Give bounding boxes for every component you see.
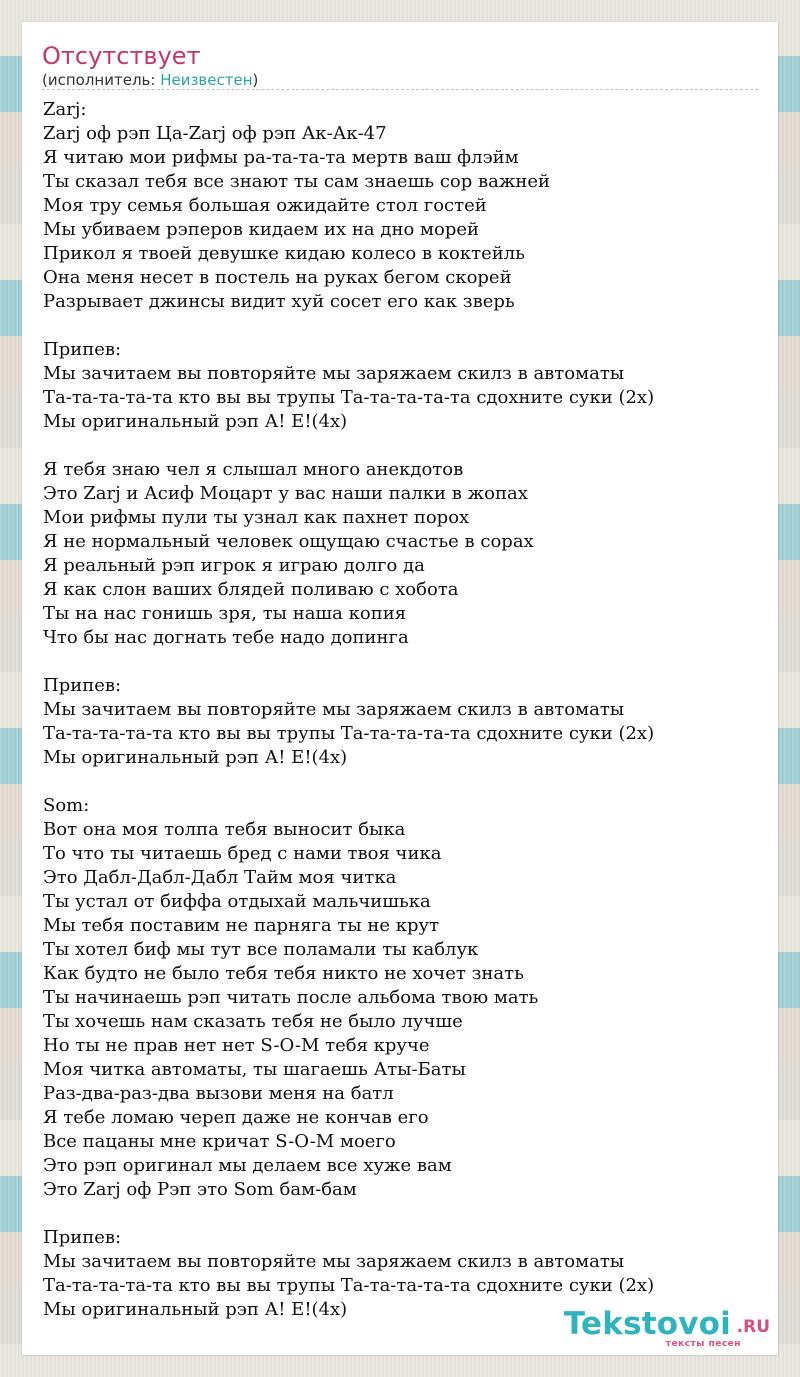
lyric-line: Что бы нас догнать тебе надо допинга xyxy=(43,627,409,648)
lyric-line: Но ты не прав нет нет S-O-M тебя круче xyxy=(43,1035,430,1056)
lyric-line: Мы зачитаем вы повторяйте мы заряжаем скилз в автоматы xyxy=(43,363,625,384)
lyric-line: Моя тру семья большая ожидайте стол гостей xyxy=(43,195,487,216)
artist-prefix: (исполнитель: xyxy=(42,71,161,89)
lyric-line: Мы зачитаем вы повторяйте мы заряжаем скилз в автоматы xyxy=(43,699,625,720)
lyric-line: Это рэп оригинал мы делаем все хуже вам xyxy=(43,1155,452,1176)
lyric-line: Ты начинаешь рэп читать после альбома твою мать xyxy=(43,987,539,1008)
lyric-line: Припев: xyxy=(43,339,122,360)
lyric-line: Мы оригинальный рэп А! Е!(4х) xyxy=(43,1299,348,1320)
lyric-line: Ты сказал тебя все знают ты сам знаешь сор важней xyxy=(43,171,551,192)
lyric-line: Мы оригинальный рэп А! Е!(4х) xyxy=(43,411,348,432)
lyric-line: Прикол я твоей девушке кидаю колесо в коктейль xyxy=(43,243,525,264)
logo-tagline: тексты песен xyxy=(665,1339,741,1349)
lyric-line: Ты хотел биф мы тут все поламали ты каблук xyxy=(43,939,479,960)
lyric-blank-line xyxy=(43,434,763,458)
lyric-line: Мы убиваем рэперов кидаем их на дно морей xyxy=(43,219,480,240)
title-divider xyxy=(42,89,758,90)
lyric-line: Это Zarj и Асиф Моцарт у вас наши палки в жопах xyxy=(43,483,528,504)
lyric-line: Моя читка автоматы, ты шагаешь Аты-Баты xyxy=(43,1059,466,1080)
lyric-line: Ты хочешь нам сказать тебя не было лучше xyxy=(43,1011,463,1032)
lyric-blank-line xyxy=(43,1202,763,1226)
lyric-line: Я тебя знаю чел я слышал много анекдотов xyxy=(43,459,464,480)
lyric-blank-line xyxy=(43,770,763,794)
song-title: Отсутствует xyxy=(42,42,201,70)
logo-domain: .RU xyxy=(736,1317,770,1337)
lyric-line: Та-та-та-та-та кто вы вы трупы Та-та-та-та-та сдохните суки (2x) xyxy=(43,1275,655,1296)
lyric-line: Вот она моя толпа тебя выносит быка xyxy=(43,819,406,840)
lyric-line: Ты на нас гонишь зря, ты наша копия xyxy=(43,603,407,624)
lyric-line: Zarj оф рэп Ца-Zarj оф рэп Ак-Ак-47 xyxy=(43,123,387,144)
lyric-line: Я читаю мои рифмы ра-та-та-та мертв ваш флэйм xyxy=(43,147,519,168)
artist-line xyxy=(42,71,258,89)
lyric-line: Мы оригинальный рэп А! Е!(4х) xyxy=(43,747,348,768)
lyric-line: Припев: xyxy=(43,1227,122,1248)
artist-suffix: ) xyxy=(252,71,259,89)
lyric-line: Как будто не было тебя тебя никто не хочет знать xyxy=(43,963,524,984)
artist-link[interactable]: Неизвестен xyxy=(160,71,253,89)
lyric-line: Zarj: xyxy=(43,99,87,120)
lyrics-text xyxy=(43,98,763,1322)
lyric-line: Ты устал от биффа отдыхай мальчишька xyxy=(43,891,431,912)
lyric-line: Это Zarj оф Рэп это Som бам-бам xyxy=(43,1179,357,1200)
lyric-blank-line xyxy=(43,314,763,338)
lyric-line: То что ты читаешь бред с нами твоя чика xyxy=(43,843,442,864)
lyric-line: Разрывает джинсы видит хуй сосет его как зверь xyxy=(43,291,515,312)
lyric-blank-line xyxy=(43,650,763,674)
lyric-line: Я не нормальный человек ощущаю счастье в сорах xyxy=(43,531,534,552)
lyrics-card xyxy=(22,22,778,1355)
lyric-line: Та-та-та-та-та кто вы вы трупы Та-та-та-та-та сдохните суки (2x) xyxy=(43,387,655,408)
lyric-line: Та-та-та-та-та кто вы вы трупы Та-та-та-та-та сдохните суки (2x) xyxy=(43,723,655,744)
lyric-line: Она меня несет в постель на руках бегом скорей xyxy=(43,267,512,288)
lyric-line: Все пацаны мне кричат S-O-M моего xyxy=(43,1131,396,1152)
lyric-line: Я реальный рэп игрок я играю долго да xyxy=(43,555,425,576)
lyric-line: Я как слон ваших блядей поливаю с хобота xyxy=(43,579,459,600)
lyric-line: Это Дабл-Дабл-Дабл Тайм моя читка xyxy=(43,867,397,888)
lyric-line: Som: xyxy=(43,795,90,816)
site-logo[interactable] xyxy=(560,1307,770,1353)
lyric-line: Мои рифмы пули ты узнал как пахнет порох xyxy=(43,507,470,528)
lyric-line: Мы тебя поставим не парняга ты не крут xyxy=(43,915,440,936)
lyric-line: Я тебе ломаю череп даже не кончав его xyxy=(43,1107,429,1128)
lyric-line: Припев: xyxy=(43,675,122,696)
lyric-line: Раз-два-раз-два вызови меня на батл xyxy=(43,1083,394,1104)
logo-wordmark: Tekstovoi xyxy=(563,1306,731,1342)
lyric-line: Мы зачитаем вы повторяйте мы заряжаем скилз в автоматы xyxy=(43,1251,625,1272)
